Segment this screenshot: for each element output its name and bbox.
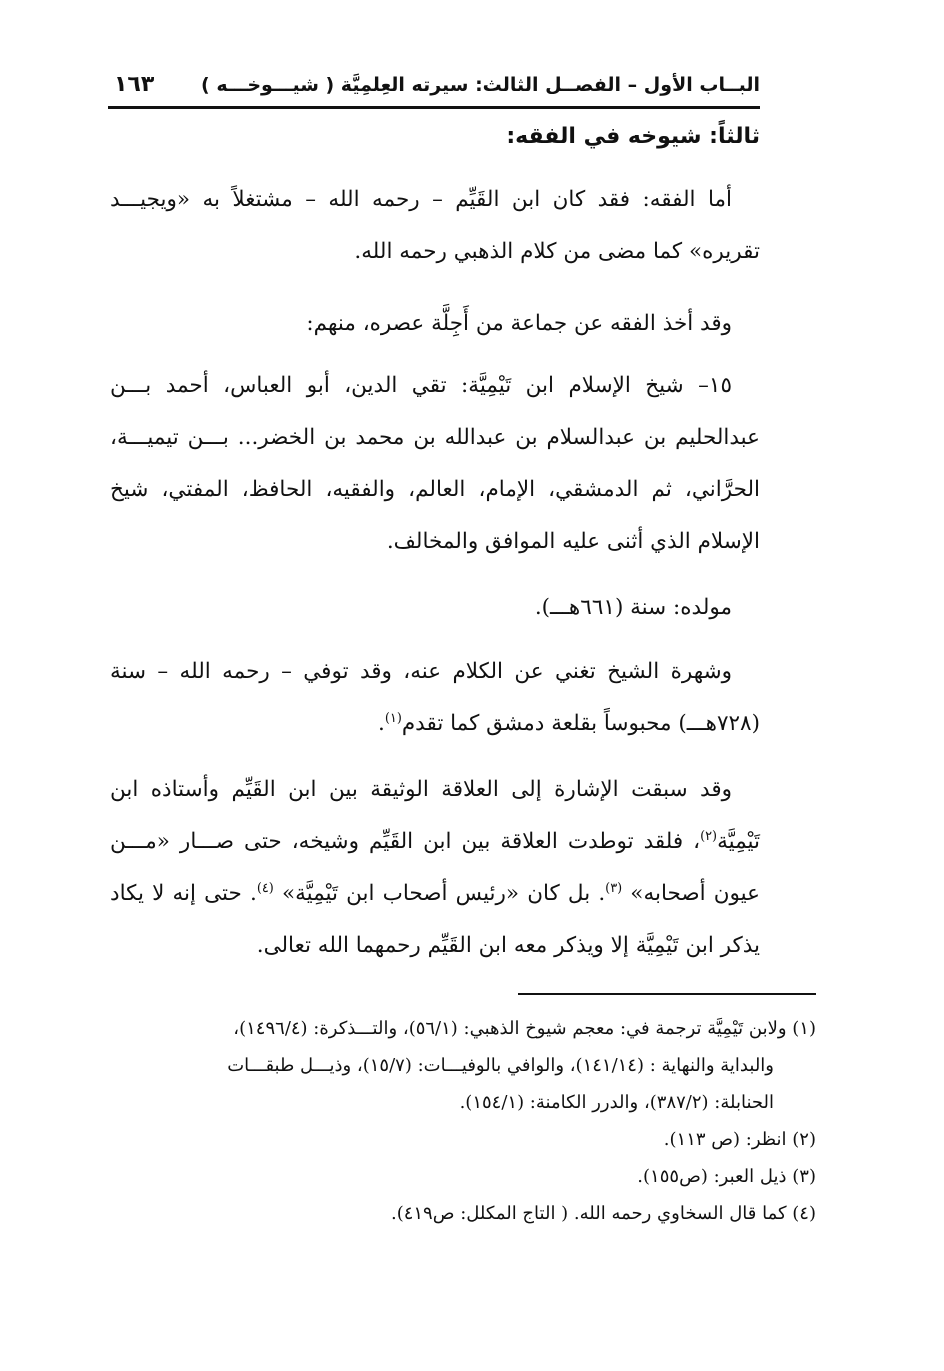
- footnote-separator: [518, 993, 816, 995]
- page-header: [108, 62, 760, 109]
- footnote-1-continued: الحنابلة: (٣٨٧/٢)، والدرر الكامنة: (١٥٤/١).: [459, 1092, 774, 1113]
- body-paragraph-death: [110, 646, 760, 750]
- paragraph-text: وشهرة الشيخ تغني عن الكلام عنه، وقد توفي – رحمه الله – سنة (٧٢٨هـــ) محبوساً بقلعة دمشق كما تقدم: [110, 659, 760, 736]
- footnote-3: (٣) ذيل العبر: (ص١٥٥).: [637, 1166, 816, 1187]
- body-paragraph-ibn-taymiyya: [110, 360, 760, 568]
- paragraph-text: ، فلقد توطدت العلاقة بين ابن القَيِّم وشيخه، حتى صـــار «مـــن عيون أصحابه»: [110, 829, 760, 906]
- paragraph: وشهرة الشيخ تغني عن الكلام عنه، وقد توفي – رحمه الله – سنة (٧٢٨هـــ) محبوساً بقلعة دمشق كما تقدم$^{(١)}$.: [110, 659, 760, 736]
- running-title: البــاب الأول – الفصــل الثالث: سيرته العِلمِيَّة ( شيـــوخـــه ): [201, 74, 760, 96]
- footnote-4: (٤) كما قال السخاوي رحمه الله. ( التاج المكلل: ص٤١٩).: [390, 1203, 816, 1224]
- page-number: ١٦٣: [114, 72, 155, 97]
- paragraph: ١٥– شيخ الإسلام ابن تَيْمِيَّة: تقي الدين، أبو العباس، أحمد بـــن عبدالحليم بن عبدالسلام بن عبدالله بن محمد بن الخضر... بـــن تيميـــة، الحرَّاني، ثم الدمشقي، الإمام، العالم، والفقيه، الحافظ، المفتي، شيخ الإسلام الذي أثنى عليه الموافق والمخالف.: [110, 373, 760, 554]
- paragraph: وقد أخذ الفقه عن جماعة من أَجِلَّة عصره، منهم:: [306, 311, 732, 336]
- body-paragraph-relationship: [110, 764, 760, 972]
- paragraph: [110, 764, 760, 972]
- paragraph-text: . بل كان «رئيس أصحاب ابن تَيْمِيَّة»: [281, 881, 606, 906]
- body-paragraph-fiqh: [110, 174, 760, 278]
- paragraph-text: . حتى إنه لا يكاد يذكر ابن تَيْمِيَّة إلا ويذكر معه ابن القَيِّم رحمهما الله تعالى.: [110, 881, 760, 958]
- footnote-ref: (٤): [256, 880, 274, 896]
- body-paragraph-birth: [110, 582, 760, 634]
- footnote-2: (٢) انظر: (ص ١١٣).: [663, 1129, 816, 1150]
- paragraph: مولده: سنة (٦٦١هـــ).: [534, 595, 732, 620]
- paragraph-text: وقد سبقت الإشارة إلى العلاقة الوثيقة بين ابن القَيِّم وأستاذه ابن تَيْمِيَّة: [110, 777, 760, 854]
- footnotes: [110, 1010, 816, 1232]
- footnote-ref: (٢): [700, 828, 718, 844]
- footnote-1-continued: والبداية والنهاية : (١٤١/١٤)، والوافي بالوفيـــات: (١٥/٧)، وذيـــل طبقـــات: [227, 1055, 774, 1076]
- footnote-ref: (١): [384, 710, 402, 726]
- section-title: ثالثاً: شيوخه في الفقه:: [506, 124, 760, 149]
- footnote-1: (١) ولابن تَيْمِيَّة ترجمة في: معجم شيوخ الذهبي: (٥٦/١)، والتـــذكرة: (١٤٩٦/٤)،: [233, 1018, 816, 1039]
- paragraph: أما الفقه: فقد كان ابن القَيِّم – رحمه الله – مشتغلاً به «ويجيـــد تقريره» كما مضى من كلام الذهبي رحمه الله.: [110, 187, 760, 264]
- footnote-ref: (٣): [605, 880, 623, 896]
- body-paragraph-teachers: [110, 298, 760, 350]
